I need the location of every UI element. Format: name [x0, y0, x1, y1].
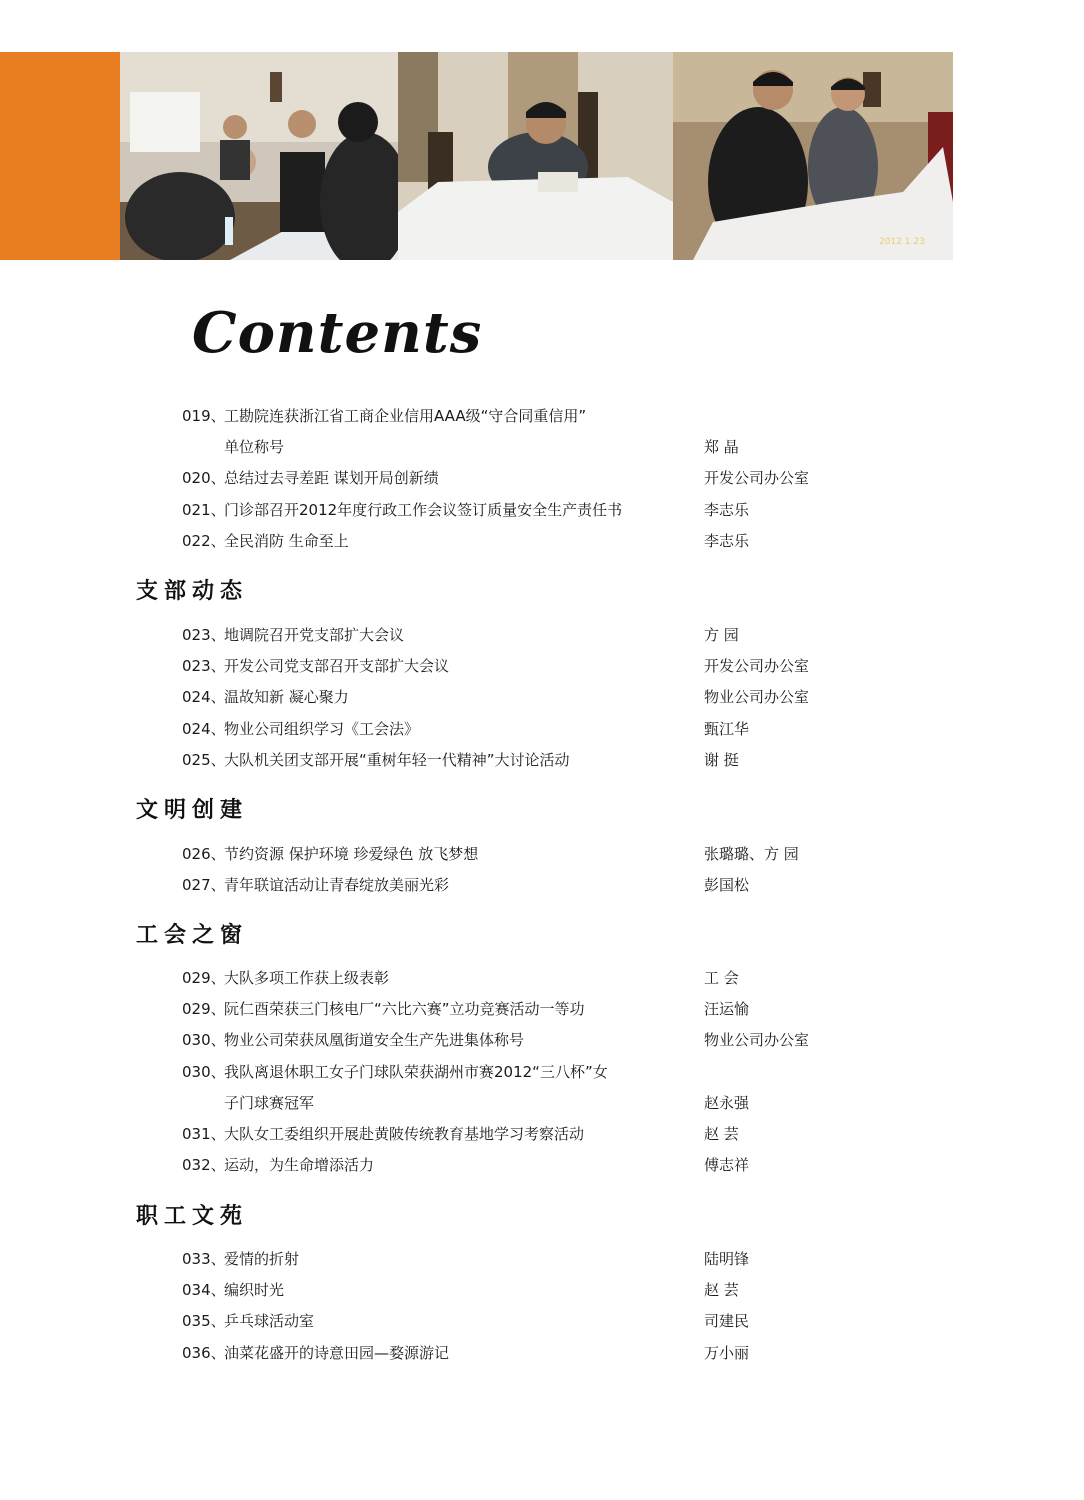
toc-entry-title: 地调院召开党支部扩大会议: [224, 626, 405, 644]
toc-entry-author: 赵 芸: [704, 1125, 739, 1143]
toc-entry-number: 033、: [182, 1250, 226, 1268]
toc-entry-title: 温故知新 凝心聚力: [224, 688, 349, 707]
toc-entry-number: 030、: [182, 1062, 226, 1081]
toc-entry[interactable]: [182, 1339, 842, 1367]
toc-entry[interactable]: [182, 715, 842, 743]
toc-entry-number: 027、: [182, 876, 226, 895]
toc-entry-author: 方 园: [704, 626, 739, 644]
toc-entry-number: 026、: [182, 845, 226, 863]
toc-entry-author: 甄江华: [704, 719, 750, 738]
toc-entry-title: 开发公司党支部召开支部扩大会议: [224, 657, 450, 676]
toc-entry-author: 司建民: [704, 1312, 750, 1331]
toc-entry-title: 运动，为生命增添活力: [224, 1156, 375, 1175]
toc-entry[interactable]: [182, 1120, 842, 1148]
toc-entry[interactable]: [182, 1276, 842, 1304]
toc-entry-title: 青年联谊活动让青春绽放美丽光彩: [224, 876, 450, 895]
toc-entry-author: 工 会: [704, 969, 739, 987]
toc-entry-author: 物业公司办公室: [704, 1031, 810, 1050]
toc-entry-number: 030、: [182, 1031, 226, 1050]
toc-entry-title: 大队女工委组织开展赴黄陂传统教育基地学习考察活动: [224, 1125, 585, 1143]
toc-entry[interactable]: [182, 652, 842, 680]
section-heading: 支部动态: [136, 578, 249, 604]
toc-entry-author: 彭国松: [704, 876, 750, 895]
toc-entry[interactable]: [182, 746, 842, 774]
toc-entry-author: 郑 晶: [704, 438, 739, 457]
toc-entry-author: 谢 挺: [704, 750, 739, 769]
toc-entry-number: 034、: [182, 1281, 226, 1300]
toc-entry-title: 门诊部召开2012年度行政工作会议签订质量安全生产责任书: [224, 500, 623, 519]
toc-entry-title: 全民消防 生命至上: [224, 531, 349, 550]
toc-entry[interactable]: [182, 621, 842, 649]
toc-entry-author: 李志乐: [704, 500, 750, 519]
toc-entry-number: 025、: [182, 750, 226, 769]
section-heading: 工会之窗: [136, 922, 249, 948]
toc-entry-number: 029、: [182, 1000, 226, 1019]
toc-entry-number: 036、: [182, 1343, 226, 1362]
toc-entry-author: 陆明锋: [704, 1250, 750, 1268]
toc-entry-title: 物业公司荣获凤凰街道安全生产先进集体称号: [224, 1031, 525, 1050]
toc-entry-title: 乒乓球活动室: [224, 1312, 315, 1331]
toc-entry[interactable]: [182, 840, 842, 868]
toc-entry[interactable]: [182, 464, 842, 492]
toc-entry-number: 024、: [182, 688, 226, 707]
toc-entry-number: 019、: [182, 407, 226, 425]
toc-entry-title: 编织时光: [224, 1281, 285, 1300]
toc-entry-author: 赵永强: [704, 1093, 750, 1112]
section-heading: 文明创建: [136, 797, 249, 823]
toc-entry-title: 阮仁酉荣获三门核电厂“六比六赛”立功竞赛活动一等功: [224, 1000, 585, 1019]
toc-entry-author: 汪运愉: [704, 1000, 750, 1019]
toc-entry[interactable]: [182, 1307, 842, 1335]
toc-entry-number: 031、: [182, 1125, 226, 1143]
photo-two-men-with-drawings: [673, 52, 953, 260]
toc-entry-title: 单位称号: [224, 438, 285, 457]
toc-entry-title: 节约资源 保护环境 珍爱绿色 放飞梦想: [224, 845, 479, 863]
toc-entry-author: 李志乐: [704, 531, 750, 550]
toc-entry[interactable]: [182, 1058, 842, 1086]
toc-entry-number: 023、: [182, 626, 226, 644]
toc-entry-number: 023、: [182, 657, 226, 676]
toc-entry-author: 傅志祥: [704, 1156, 750, 1175]
toc-entry[interactable]: [182, 1245, 842, 1273]
toc-entry[interactable]: [182, 1151, 842, 1179]
toc-entry-title: 我队离退休职工女子门球队荣获湖州市赛2012“三八杯”女: [224, 1062, 608, 1081]
toc-entry[interactable]: [182, 871, 842, 899]
toc-entry-title: 总结过去寻差距 谋划开局创新绩: [224, 469, 439, 488]
toc-entry-title: 大队多项工作获上级表彰: [224, 969, 390, 987]
toc-entry-number: 035、: [182, 1312, 226, 1331]
section-heading: 职工文苑: [136, 1203, 249, 1229]
toc-entry-number: 032、: [182, 1156, 226, 1175]
photo-people-reviewing-maps: [120, 52, 398, 260]
toc-entry-author: 赵 芸: [704, 1281, 739, 1300]
toc-entry[interactable]: [182, 1026, 842, 1054]
toc-entry[interactable]: [182, 496, 842, 524]
toc-entry-number: 024、: [182, 719, 226, 738]
toc-entry-author: 张璐璐、方 园: [704, 845, 799, 863]
toc-entry-title: 子门球赛冠军: [224, 1093, 315, 1112]
toc-entry-title: 工勘院连获浙江省工商企业信用AAA级“守合同重信用”: [224, 407, 587, 425]
toc-entry[interactable]: [182, 527, 842, 555]
toc-entry[interactable]: [224, 1089, 884, 1117]
toc-entry-author: 物业公司办公室: [704, 688, 810, 707]
photo-date-stamp: 2012 1.23: [879, 237, 925, 247]
toc-entry[interactable]: [224, 433, 884, 461]
toc-entry-title: 大队机关团支部开展“重树年轻一代精神”大讨论活动: [224, 750, 570, 769]
toc-entry[interactable]: [182, 683, 842, 711]
toc-entry[interactable]: [182, 995, 842, 1023]
toc-entry-title: 物业公司组织学习《工会法》: [224, 719, 420, 738]
toc-entry-title: 油菜花盛开的诗意田园—婺源游记: [224, 1343, 450, 1362]
toc-entry-author: 开发公司办公室: [704, 469, 810, 488]
toc-entry-title: 爱情的折射: [224, 1250, 300, 1268]
orange-accent-bar: [0, 52, 120, 260]
toc-entry-number: 020、: [182, 469, 226, 488]
toc-entry[interactable]: [182, 402, 842, 430]
toc-entry-number: 022、: [182, 531, 226, 550]
toc-entry-number: 021、: [182, 500, 226, 519]
toc-entry[interactable]: [182, 964, 842, 992]
toc-entry-author: 开发公司办公室: [704, 657, 810, 676]
toc-entry-number: 029、: [182, 969, 226, 987]
photo-man-signing-document: [398, 52, 673, 260]
toc-entry-author: 万小丽: [704, 1343, 750, 1362]
page-title: Contents: [192, 300, 483, 366]
